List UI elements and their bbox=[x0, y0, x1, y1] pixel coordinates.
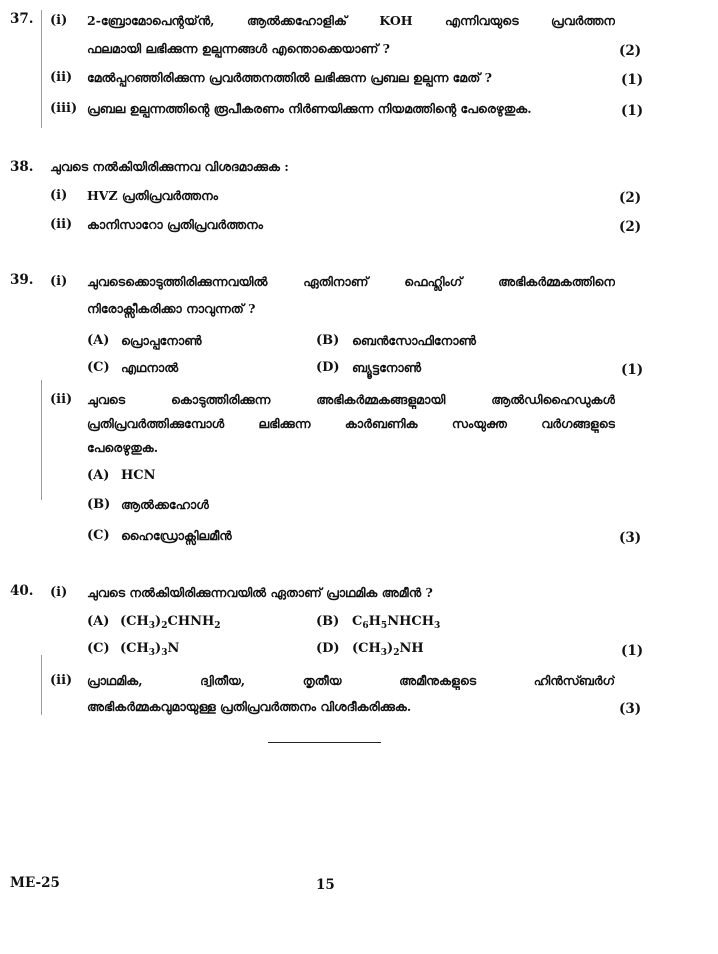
q40-ii-label: (ii) bbox=[50, 673, 73, 688]
q40-ii-marks: (3) bbox=[619, 701, 642, 717]
q37-i-text-line2: ഫലമായി ലഭിക്കുന്ന ഉല്പന്നങ്ങൾ എന്തൊക്കെയാണ് ? bbox=[87, 41, 390, 56]
margin-rule-39 bbox=[41, 380, 42, 500]
q38-i-text: HVZ പ്രതിപ്രവർത്തനം bbox=[87, 188, 218, 203]
q39-i-text-line1: ചുവടെക്കൊടുത്തിരിക്കുന്നവയിൽ ഏതിനാണ് ഫെഹ്ലിംഗ് അഭികർമ്മകത്തിനെ bbox=[87, 274, 615, 289]
q40-i-option-b-text: $C_6H_5NHCH_3$ bbox=[352, 614, 441, 631]
q39-ii-label: (ii) bbox=[50, 392, 73, 407]
q39-ii-text-line2: പ്രതിപ്രവർത്തിക്കുമ്പോൾ ലഭിക്കുന്ന കാർബണിക സംയുക്ത വർഗങ്ങളുടെ bbox=[87, 416, 615, 431]
q39-ii-text-line3: പേരെഴുതുക. bbox=[87, 440, 159, 455]
q39-ii-option-c-label: (C) bbox=[87, 528, 110, 543]
q39-ii-option-b-text: ആൽക്കഹോൾ bbox=[121, 497, 209, 512]
q40-i-text: ചുവടെ നൽകിയിരിക്കുന്നവയിൽ ഏതാണ് പ്രാഥമിക അമീൻ ? bbox=[87, 585, 433, 600]
q39-i-option-c-text: എഥനാൽ bbox=[121, 360, 179, 375]
margin-rule-37 bbox=[41, 10, 42, 128]
q37-iii-marks: (1) bbox=[621, 103, 644, 119]
q40-i-label: (i) bbox=[50, 585, 68, 600]
q38-number: 38. bbox=[10, 159, 34, 175]
q40-i-option-d-text: $(CH_3)_2NH$ bbox=[352, 641, 424, 658]
q39-i-marks: (1) bbox=[621, 362, 644, 378]
q39-i-option-c-label: (C) bbox=[87, 360, 110, 375]
margin-rule-40 bbox=[41, 655, 42, 715]
page-number: 15 bbox=[316, 877, 335, 893]
q38-i-label: (i) bbox=[50, 188, 68, 203]
q40-i-option-a-text: $(CH_3)_2CHNH_2$ bbox=[120, 614, 221, 631]
q37-i-label: (i) bbox=[50, 13, 68, 28]
q39-ii-option-a-text: HCN bbox=[121, 468, 156, 483]
q39-ii-option-a-label: (A) bbox=[87, 468, 110, 483]
q38-ii-marks: (2) bbox=[619, 219, 642, 235]
q38-ii-label: (ii) bbox=[50, 217, 73, 232]
q39-i-option-b-text: ബെൻസോഫിനോൺ bbox=[352, 333, 477, 348]
q40-ii-text-line2: അഭികർമ്മകവുമായുള്ള പ്രതിപ്രവർത്തനം വിശദീകരിക്കുക. bbox=[87, 699, 412, 714]
q39-i-option-d-label: (D) bbox=[316, 360, 340, 375]
q40-number: 40. bbox=[10, 583, 34, 599]
q39-i-option-a-text: പ്രൊപ്പനോൺ bbox=[121, 333, 202, 348]
q39-ii-text-line1: ചുവടെ കൊടുത്തിരിക്കുന്ന അഭികർമ്മകങ്ങളുമായി ആൽഡിഹൈഡുകൾ bbox=[87, 392, 615, 407]
q37-ii-marks: (1) bbox=[621, 72, 644, 88]
q40-i-marks: (1) bbox=[621, 643, 644, 659]
q39-ii-marks: (3) bbox=[619, 530, 642, 546]
q37-ii-label: (ii) bbox=[50, 70, 73, 85]
q40-i-option-c-text: $(CH_3)_3N$ bbox=[120, 641, 180, 658]
q37-number: 37. bbox=[10, 11, 34, 27]
q39-i-label: (i) bbox=[50, 274, 68, 289]
q38-ii-text: കാനിസാറോ പ്രതിപ്രവർത്തനം bbox=[87, 217, 264, 232]
q39-i-option-b-label: (B) bbox=[316, 333, 340, 348]
q38-i-marks: (2) bbox=[619, 190, 642, 206]
q37-iii-label: (iii) bbox=[50, 101, 78, 116]
q40-ii-text-line1: പ്രാഥമിക, ദ്വിതീയ, തൃതീയ അമീനുകളുടെ ഹിൻസ്ബർഗ് bbox=[87, 673, 615, 688]
q40-i-option-a-label: (A) bbox=[87, 614, 110, 629]
q40-i-option-c-label: (C) bbox=[87, 641, 110, 656]
q40-i-option-b-label: (B) bbox=[316, 614, 340, 629]
q39-i-option-d-text: ബ്യൂട്ടനോൺ bbox=[352, 360, 422, 375]
q39-ii-option-b-label: (B) bbox=[87, 497, 111, 512]
q39-ii-option-c-text: ഹൈഡ്രോക്സിലമീൻ bbox=[121, 528, 232, 543]
q40-i-option-d-label: (D) bbox=[316, 641, 340, 656]
q37-i-marks: (2) bbox=[619, 43, 642, 59]
q39-number: 39. bbox=[10, 272, 34, 288]
q37-ii-text: മേൽപ്പറഞ്ഞിരിക്കുന്ന പ്രവർത്തനത്തിൽ ലഭിക്കുന്ന പ്രബല ഉല്പന്ന മേത് ? bbox=[87, 70, 492, 85]
end-separator bbox=[268, 742, 381, 743]
q38-text: ചുവടെ നൽകിയിരിക്കുന്നവ വിശദമാക്കുക : bbox=[50, 159, 289, 174]
q39-i-text-line2: നിരോക്സീകരിക്കാ നാവുന്നത് ? bbox=[87, 301, 256, 316]
q37-i-text-line1: 2-ബ്രോമോപെന്റയ്ൻ, ആൽക്കഹോളിക് KOH എന്നിവയുടെ പ്രവർത്തന bbox=[87, 13, 615, 28]
paper-code: ME-25 bbox=[10, 875, 60, 891]
q37-iii-text: പ്രബല ഉല്പന്നത്തിന്റെ രൂപീകരണം നിർണയിക്കുന്ന നിയമത്തിന്റെ പേരെഴുതുക. bbox=[87, 101, 532, 116]
q39-i-option-a-label: (A) bbox=[87, 333, 110, 348]
